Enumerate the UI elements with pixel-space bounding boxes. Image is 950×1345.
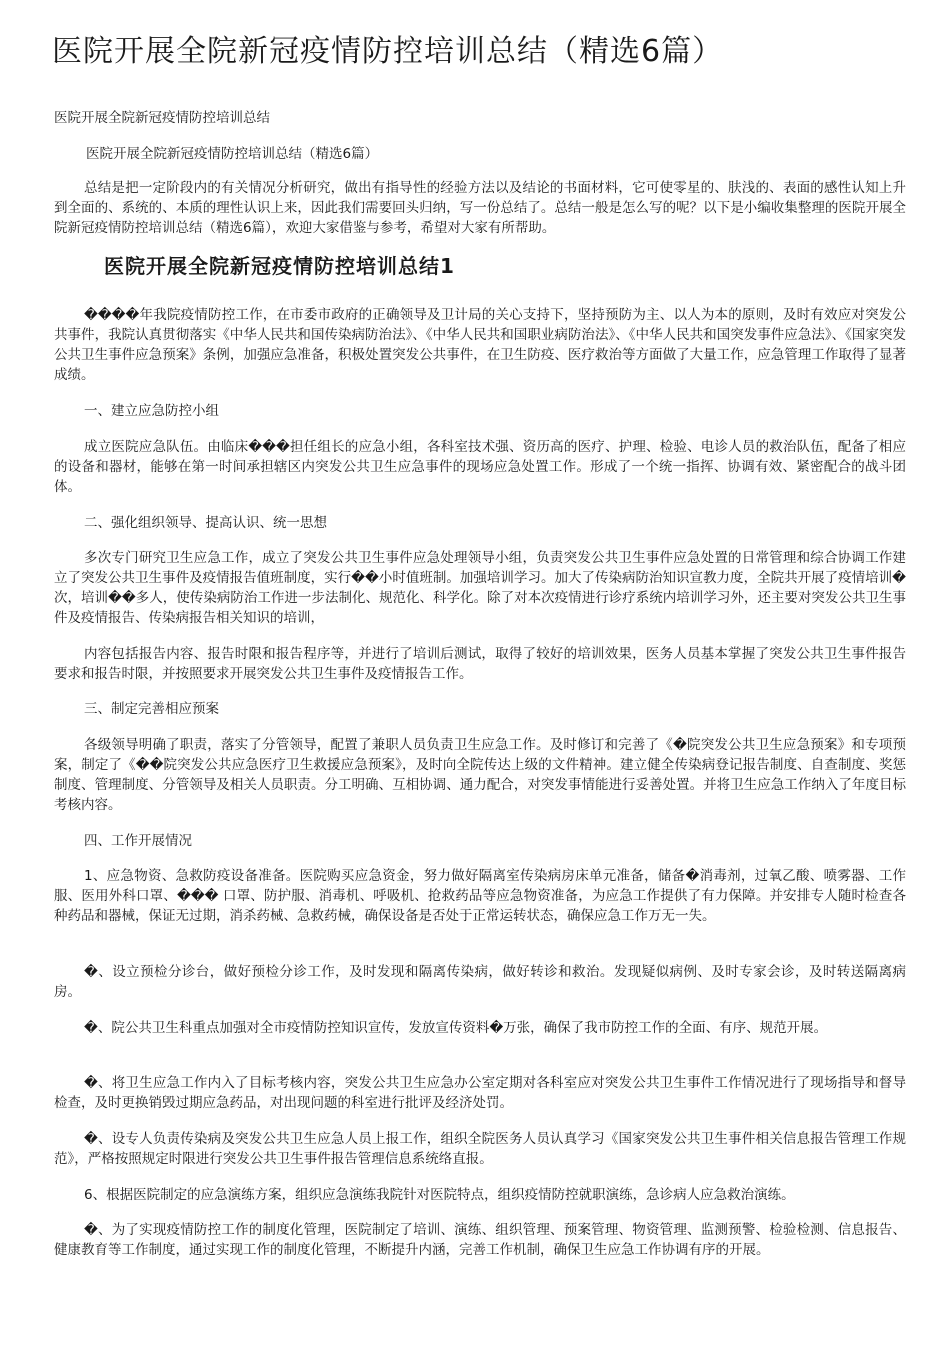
- paragraph: �、院公共卫生科重点加强对全市疫情防控知识宣传，发放宣传资料�万张，确保了我市防控工作的全面、有序、规范开展。: [84, 1020, 828, 1036]
- paragraph: �、将卫生应急工作内入了目标考核内容，突发公共卫生应急办公室定期对各科室应对突发公共卫生事件工作情况进行了现场指导和督导检查，及时更换销毁过期应急药品，对出现问题的科室进行批评及经济处罚。: [54, 1075, 906, 1111]
- section-heading: 一、建立应急防控小组: [84, 403, 219, 419]
- intro-paragraph: 总结是把一定阶段内的有关情况分析研究，做出有指导性的经验方法以及结论的书面材料，它可使零星的、肤浅的、表面的感性认知上升到全面的、系统的、本质的理性认识上来，因此我们需要回头归纳，写一份总结了。总结一般是怎么写的呢？以下是小编收集整理的医院开展全院新冠疫情防控培训总结（精选6篇），欢迎大家借鉴与参考，希望对大家有所帮助。: [54, 180, 906, 236]
- paragraph: �、为了实现疫情防控工作的制度化管理，医院制定了培训、演练、组织管理、预案管理、物资管理、监测预警、检验检测、信息报告、健康教育等工作制度，通过实现工作的制度化管理，不断提升内涵，完善工作机制，确保卫生应急工作协调有序的开展。: [54, 1222, 906, 1258]
- section-heading: 四、工作开展情况: [84, 833, 192, 849]
- section-title: 医院开展全院新冠疫情防控培训总结1: [104, 254, 455, 278]
- intro-line: 医院开展全院新冠疫情防控培训总结: [54, 110, 270, 126]
- intro-subline: 医院开展全院新冠疫情防控培训总结（精选6篇）: [86, 146, 379, 162]
- paragraph: 1、应急物资、急救防疫设备准备。医院购买应急资金，努力做好隔离室传染病房床单元准备，储备�消毒剂，过氧乙酸、喷雾器、工作服、医用外科口罩、��� 口罩、防护服、消毒机、呼吸机、抢救药品等应急物资准备，为应急工作提供了有力保障。并安排专人随时检查各种药品和器械，保证无过期，消杀药械、急救药械，确保设备是否处于正常运转状态，确保应急工作万无一失。: [54, 868, 906, 924]
- paragraph: �、设立预检分诊台，做好预检分诊工作，及时发现和隔离传染病，做好转诊和救治。发现疑似病例、及时专家会诊，及时转送隔离病房。: [54, 964, 906, 1000]
- paragraph: 内容包括报告内容、报告时限和报告程序等，并进行了培训后测试，取得了较好的培训效果，医务人员基本掌握了突发公共卫生事件报告要求和报告时限，并按照要求开展突发公共卫生事件及疫情报告工作。: [54, 646, 906, 682]
- section-heading: 三、制定完善相应预案: [84, 701, 219, 717]
- paragraph: 多次专门研究卫生应急工作，成立了突发公共卫生事件应急处理领导小组，负责突发公共卫生事件应急处置的日常管理和综合协调工作建立了突发公共卫生事件及疫情报告值班制度，实行��小时值班制。加强培训学习。加大了传染病防治知识宣教力度，全院共开展了疫情培训�次，培训��多人，使传染病防治工作进一步法制化、规范化、科学化。除了对本次疫情进行诊疗系统内培训学习外，还主要对突发公共卫生事件及疫情报告、传染病报告相关知识的培训，: [54, 550, 906, 626]
- page-title: 医院开展全院新冠疫情防控培训总结（精选6篇）: [52, 34, 724, 69]
- section-heading: 二、强化组织领导、提高认识、统一思想: [84, 515, 327, 531]
- paragraph: 成立医院应急队伍。由临床���担任组长的应急小组，各科室技术强、资历高的医疗、护理、检验、电诊人员的救治队伍，配备了相应的设备和器材，能够在第一时间承担辖区内突发公共卫生应急事件的现场应急处置工作。形成了一个统一指挥、协调有效、紧密配合的战斗团体。: [54, 439, 906, 495]
- paragraph: 6、根据医院制定的应急演练方案，组织应急演练我院针对医院特点，组织疫情防控就职演练，急诊病人应急救治演练。: [84, 1187, 795, 1203]
- paragraph: ����年我院疫情防控工作，在市委市政府的正确领导及卫计局的关心支持下，坚持预防为主、以人为本的原则，及时有效应对突发公共事件，我院认真贯彻落实《中华人民共和国传染病防治法》、《中华人民共和国职业病防治法》、《中华人民共和国突发事件应急法》、《国家突发公共卫生事件应急预案》条例，加强应急准备，积极处置突发公共事件，在卫生防疫、医疗救治等方面做了大量工作，应急管理工作取得了显著成绩。: [54, 307, 906, 383]
- paragraph: 各级领导明确了职责，落实了分管领导，配置了兼职人员负责卫生应急工作。及时修订和完善了《�院突发公共卫生应急预案》和专项预案，制定了《��院突发公共应急医疗卫生救援应急预案》，及时向全院传达上级的文件精神。建立健全传染病登记报告制度、自查制度、奖惩制度、管理制度、分管领导及相关人员职责。分工明确、互相协调、通力配合，对突发事情能进行妥善处置。并将卫生应急工作纳入了年度目标考核内容。: [54, 737, 906, 813]
- paragraph: �、设专人负责传染病及突发公共卫生应急人员上报工作，组织全院医务人员认真学习《国家突发公共卫生事件相关信息报告管理工作规范》，严格按照规定时限进行突发公共卫生事件报告管理信息系统络直报。: [54, 1131, 906, 1167]
